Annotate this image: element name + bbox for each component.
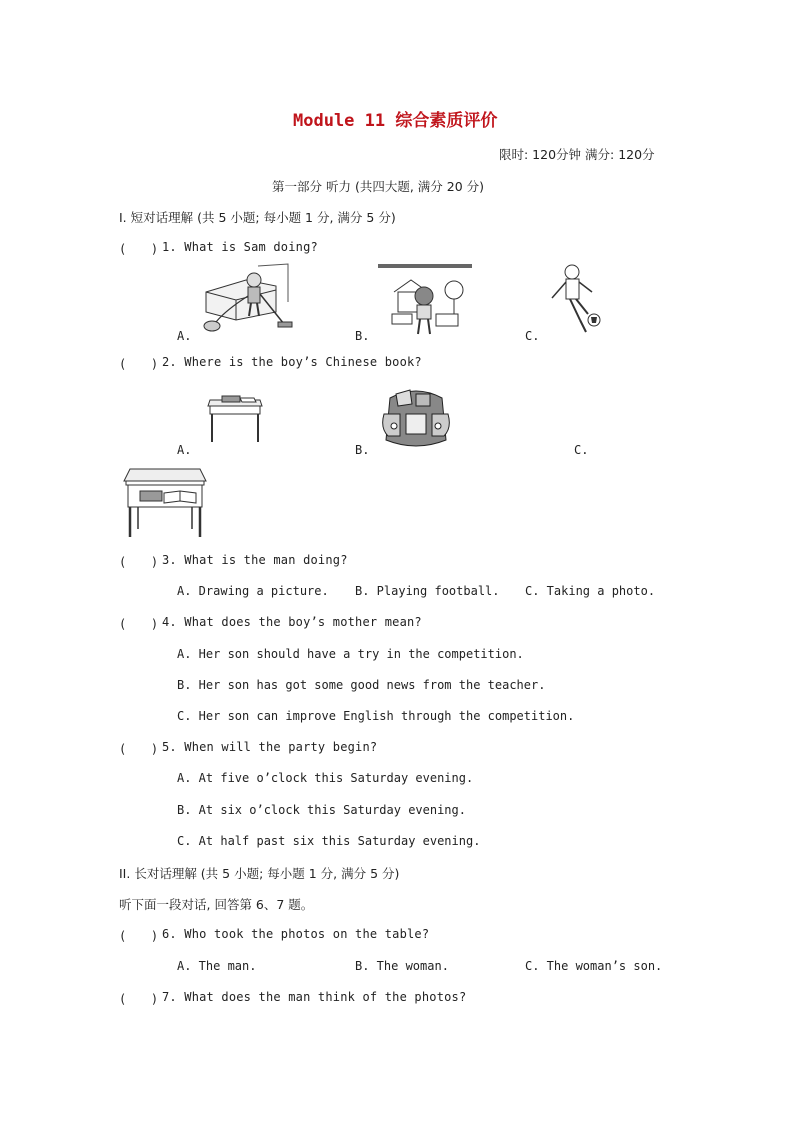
q1-option-a[interactable]: A.	[177, 329, 192, 343]
part-title: 第一部分 听力 (共四大题, 满分 20 分)	[272, 179, 485, 194]
q4-answer-paren[interactable]: ( )	[119, 617, 159, 631]
q5-question: 5. When will the party begin?	[162, 740, 378, 754]
q3-option-c[interactable]: C. Taking a photo.	[525, 584, 656, 598]
q4-option-c[interactable]: C. Her son can improve English through the competition.	[177, 709, 575, 723]
q4-option-a[interactable]: A. Her son should have a try in the competition.	[177, 647, 524, 661]
q3-question: 3. What is the man doing?	[162, 553, 348, 567]
page-title: Module 11 综合素质评价	[293, 111, 498, 131]
q1-option-c[interactable]: C.	[525, 329, 540, 343]
q3-option-a[interactable]: A. Drawing a picture.	[177, 584, 329, 598]
q4-question: 4. What does the boy’s mother mean?	[162, 615, 422, 629]
q2-option-b[interactable]: B.	[355, 443, 370, 457]
q6-question: 6. Who took the photos on the table?	[162, 927, 430, 941]
q2-question: 2. Where is the boy’s Chinese book?	[162, 355, 422, 369]
q5-option-c[interactable]: C. At half past six this Saturday evening.	[177, 834, 481, 848]
q5-answer-paren[interactable]: ( )	[119, 742, 159, 756]
q6-option-c[interactable]: C. The woman’s son.	[525, 959, 663, 973]
q2-answer-paren[interactable]: ( )	[119, 357, 159, 371]
q5-option-a[interactable]: A. At five o’clock this Saturday evening.	[177, 771, 474, 785]
q4-option-b[interactable]: B. Her son has got some good news from the teacher.	[177, 678, 546, 692]
q6-option-a[interactable]: A. The man.	[177, 959, 257, 973]
q1-image-b-house[interactable]	[378, 264, 474, 340]
section2-heading: II. 长对话理解 (共 5 小题; 每小题 1 分, 满分 5 分)	[119, 866, 400, 881]
section2-instruction: 听下面一段对话, 回答第 6、7 题。	[119, 897, 314, 912]
q1-question: 1. What is Sam doing?	[162, 240, 318, 254]
q1-option-b[interactable]: B.	[355, 329, 370, 343]
q2-option-a[interactable]: A.	[177, 443, 192, 457]
q3-option-b[interactable]: B. Playing football.	[355, 584, 500, 598]
q1-answer-paren[interactable]: ( )	[119, 242, 159, 256]
time-score-info: 限时: 120分钟 满分: 120分	[499, 147, 655, 162]
q5-option-b[interactable]: B. At six o’clock this Saturday evening.	[177, 803, 466, 817]
section1-heading: I. 短对话理解 (共 5 小题; 每小题 1 分, 满分 5 分)	[119, 210, 396, 225]
q2-image-c-desk-drawer[interactable]	[122, 467, 208, 539]
q2-option-c[interactable]: C.	[574, 443, 589, 457]
q7-question: 7. What does the man think of the photos?	[162, 990, 467, 1004]
q2-image-a-desk[interactable]	[206, 394, 264, 444]
q3-answer-paren[interactable]: ( )	[119, 555, 159, 569]
q6-option-b[interactable]: B. The woman.	[355, 959, 449, 973]
q1-image-c-football[interactable]	[546, 262, 604, 338]
q7-answer-paren[interactable]: ( )	[119, 992, 159, 1006]
q2-image-b-schoolbag[interactable]	[380, 384, 452, 454]
q6-answer-paren[interactable]: ( )	[119, 929, 159, 943]
q1-image-a-vacuuming[interactable]	[196, 262, 296, 338]
